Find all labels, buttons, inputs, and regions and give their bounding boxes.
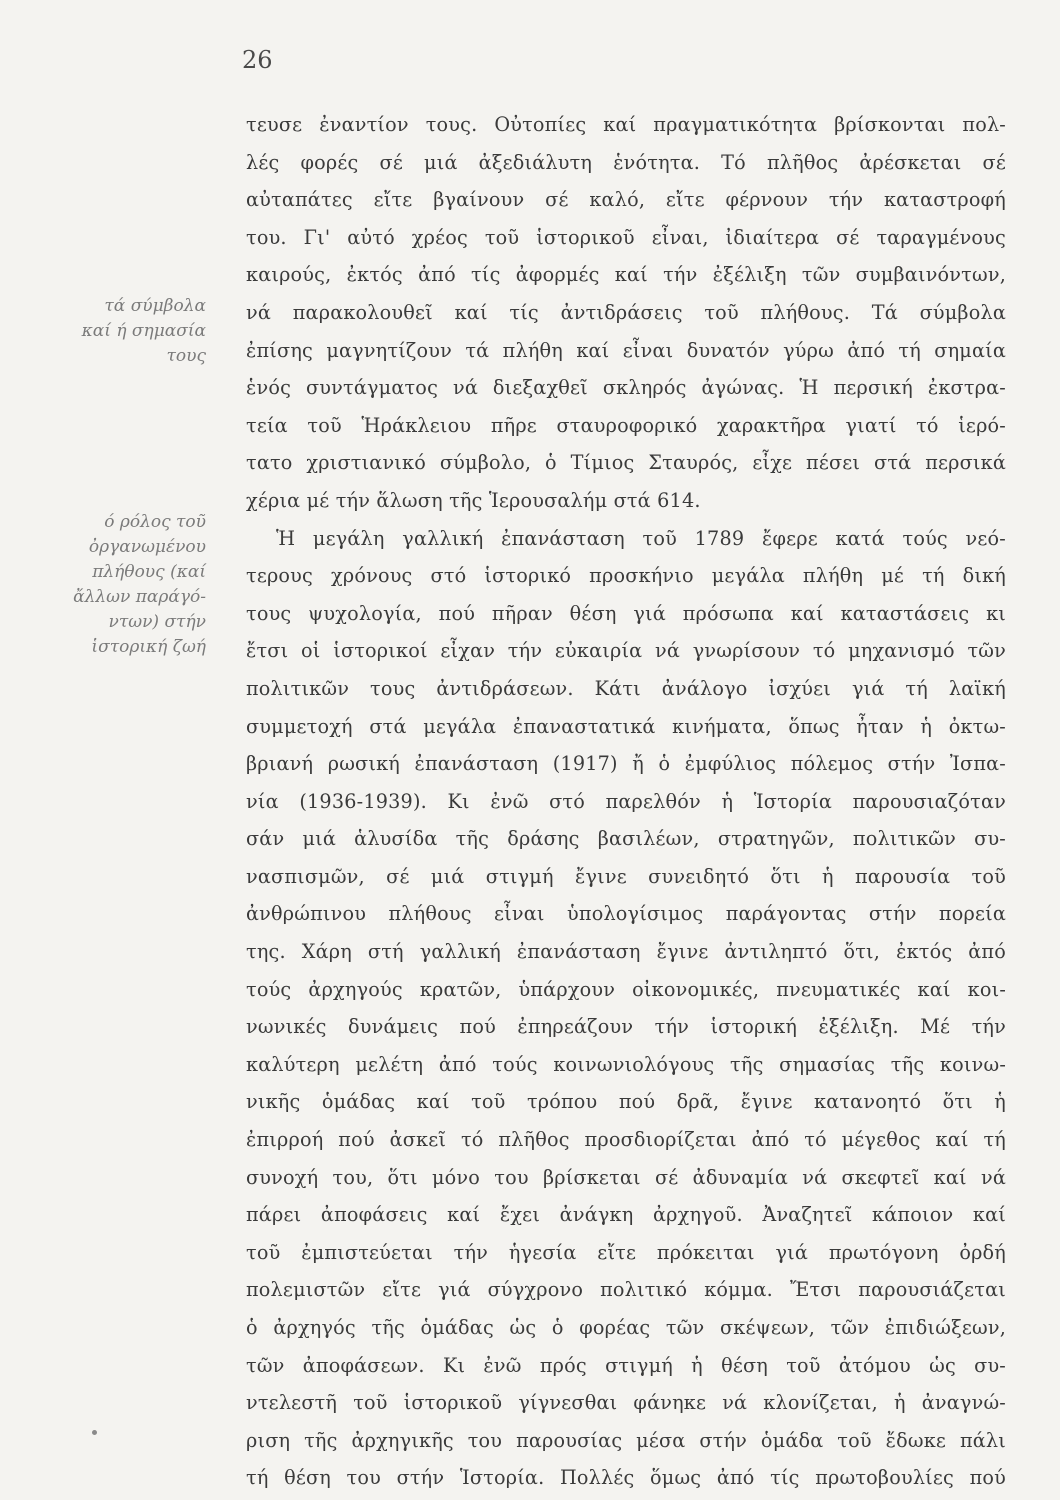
text-line: Ἡ μεγάλη γαλλική ἐπανάσταση τοῦ 1789 ἔφερε κατά τούς νεό- — [276, 526, 1006, 550]
text-line: ὁ ἀρχηγός τῆς ὁμάδας ὡς ὁ φορέας τῶν σκέψεων, τῶν ἐπιδιώξεων, — [246, 1316, 1006, 1339]
text-line: τερους χρόνους στό ἱστορικό προσκήνιο μεγάλα πλήθη μέ τή δική — [246, 564, 1006, 588]
text-line: τευσε ἐναντίον τους. Οὐτοπίες καί πραγματικότητα βρίσκονται πολ- — [246, 113, 1006, 136]
text-line: τατο χριστιανικό σύμβολο, ὁ Τίμιος Σταυρός, εἶχε πέσει στά περσικά — [246, 451, 1006, 475]
text-line: νία (1936-1939). Κι ἐνῶ στό παρελθόν ἡ Ἱστορία παρουσιαζόταν — [246, 789, 1006, 813]
text-line: ντελεστῆ τοῦ ἱστορικοῦ γίγνεσθαι φάνηκε νά κλονίζεται, ἡ ἀναγνώ- — [246, 1391, 1006, 1415]
text-line: νικῆς ὁμάδας καί τοῦ τρόπου πού δρᾶ, ἔγινε κατανοητό ὅτι ἡ — [246, 1090, 1006, 1114]
margin-note-symbols: τά σύμβολα καί ή σημασία τους — [81, 296, 206, 366]
text-line: πολιτικῶν τους ἀντιδράσεων. Κάτι ἀνάλογο ἰσχύει γιά τή λαϊκή — [246, 676, 1006, 700]
text-line: τῶν ἀποφάσεων. Κι ἐνῶ πρός στιγμή ἡ θέση τοῦ ἀτόμου ὡς συ- — [246, 1353, 1006, 1377]
text-line: του. Γι' αὐτό χρέος τοῦ ἱστορικοῦ εἶναι, ἰδιαίτερα σέ ταραγμένους — [246, 225, 1006, 249]
text-line: ἐπίσης μαγνητίζουν τά πλήθη καί εἶναι δυνατόν γύρω ἀπό τή σημαία — [246, 338, 1006, 362]
text-line: χέρια μέ τήν ἅλωση τῆς Ἱερουσαλήμ στά 614. — [246, 488, 701, 512]
text-line: της. Χάρη στή γαλλική ἐπανάσταση ἔγινε ἀντιληπτό ὅτι, ἐκτός ἀπό — [246, 940, 1006, 964]
margin-note-crowd-role: ό ρόλος τοῦ ὀργανωμένου πλήθους (καί ἄλλων παράγό- ντων) στήν ἱστορική ζωή — [73, 512, 206, 657]
text-line: συμμετοχή στά μεγάλα ἐπαναστατικά κινήματα, ὅπως ἦταν ἡ ὀκτω- — [246, 714, 1006, 738]
text-line: καιρούς, ἐκτός ἀπό τίς ἀφορμές καί τήν ἐξέλιξη τῶν συμβαινόντων, — [246, 263, 1006, 287]
text-line: τοῦ ἐμπιστεύεται τήν ἡγεσία εἴτε πρόκειται γιά πρωτόγονη ὀρδή — [246, 1240, 1006, 1264]
text-line: ἑνός συντάγματος νά διεξαχθεῖ σκληρός ἀγώνας. Ἡ περσική ἐκστρα- — [246, 376, 1006, 400]
text-line: ριση τῆς ἀρχηγικῆς του παρουσίας μέσα στήν ὁμάδα τοῦ ἔδωκε πάλι — [246, 1428, 1006, 1452]
text-line: νά παρακολουθεῖ καί τίς ἀντιδράσεις τοῦ πλήθους. Τά σύμβολα — [246, 300, 1006, 324]
text-line: πολεμιστῶν εἴτε γιά σύγχρονο πολιτικό κόμμα. Ἔτσι παρουσιάζεται — [246, 1278, 1006, 1302]
text-line: συνοχή του, ὅτι μόνο του βρίσκεται σέ ἀδυναμία νά σκεφτεῖ καί νά — [246, 1165, 1006, 1189]
text-line: νωνικές δυνάμεις πού ἐπηρεάζουν τήν ἱστορική ἐξέλιξη. Μέ τήν — [246, 1015, 1006, 1039]
text-line: αὐταπάτες εἴτε βγαίνουν σέ καλό, εἴτε φέρνουν τήν καταστροφή — [246, 188, 1006, 212]
text-line: καλύτερη μελέτη ἀπό τούς κοινωνιολόγους τῆς σημασίας τῆς κοινω- — [246, 1052, 1006, 1076]
text-line: σάν μιά ἁλυσίδα τῆς δράσης βασιλέων, στρατηγῶν, πολιτικῶν συ- — [246, 827, 1006, 851]
ink-speck — [92, 1430, 97, 1435]
text-line: τούς ἀρχηγούς κρατῶν, ὑπάρχουν οἰκονομικές, πνευματικές καί κοι- — [246, 977, 1006, 1001]
text-line: τεία τοῦ Ἡράκλειου πῆρε σταυροφορικό χαρακτῆρα γιατί τό ἱερό- — [246, 413, 1006, 437]
text-line: ἀνθρώπινου πλήθους εἶναι ὑπολογίσιμος παράγοντας στήν πορεία — [246, 902, 1006, 926]
text-line: τή θέση του στήν Ἱστορία. Πολλές ὅμως ἀπό τίς πρωτοβουλίες πού — [246, 1466, 1006, 1490]
text-line: ἔτσι οἱ ἱστορικοί εἶχαν τήν εὐκαιρία νά γνωρίσουν τό μηχανισμό τῶν — [246, 639, 1006, 663]
text-line: λές φορές σέ μιά ἀξεδιάλυτη ἑνότητα. Τό πλῆθος ἀρέσκεται σέ — [246, 150, 1006, 174]
text-line: νασπισμῶν, σέ μιά στιγμή ἔγινε συνειδητό ὅτι ἡ παρουσία τοῦ — [246, 864, 1006, 888]
text-line: ἐπιρροή πού ἀσκεῖ τό πλῆθος προσδιορίζεται ἀπό τό μέγεθος καί τή — [246, 1128, 1006, 1152]
text-line: βριανή ρωσική ἐπανάσταση (1917) ἤ ὁ ἐμφύλιος πόλεμος στήν Ἰσπα- — [246, 752, 1006, 776]
page-number: 26 — [242, 46, 273, 74]
text-line: πάρει ἀποφάσεις καί ἔχει ἀνάγκη ἀρχηγοῦ. Ἀναζητεῖ κάποιον καί — [246, 1203, 1006, 1227]
body-text — [246, 106, 1006, 1497]
text-line: τους ψυχολογία, πού πῆραν θέση γιά πρόσωπα καί καταστάσεις κι — [246, 601, 1006, 625]
